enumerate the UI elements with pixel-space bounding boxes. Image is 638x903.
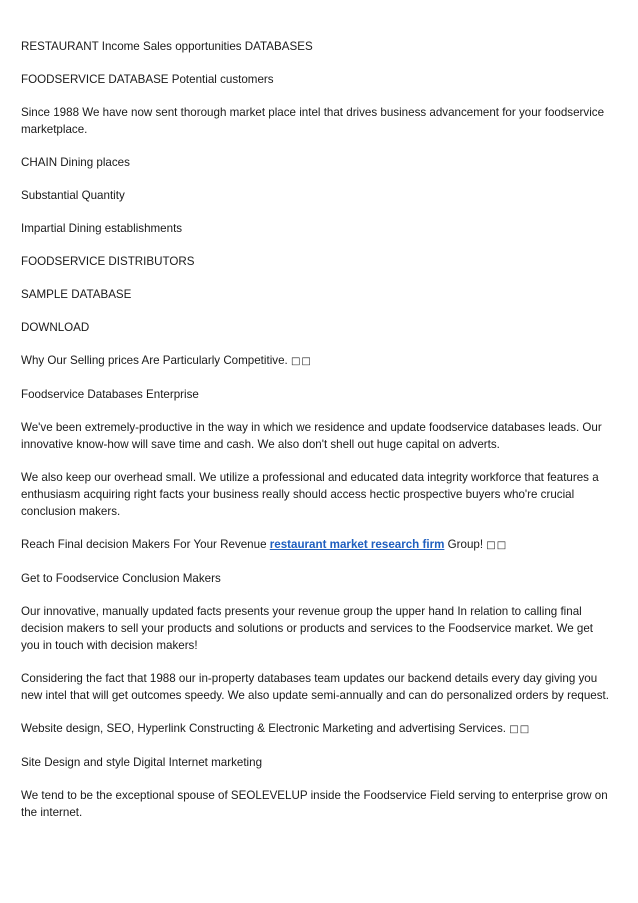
services-text: Website design, SEO, Hyperlink Constructing & Electronic Marketing and advertising Services. (21, 722, 507, 735)
paragraph-site-design: Site Design and style Digital Internet marketing (21, 756, 263, 769)
paragraph-impartial: Impartial Dining establishments (21, 222, 183, 235)
paragraph-distributors: FOODSERVICE DISTRIBUTORS (21, 255, 195, 268)
reach-text: Reach Final decision Makers For Your Revenue (21, 538, 270, 551)
paragraph-intro: Since 1988 We have now sent thorough market place intel that drives business advancement for your foodservice marketplace. (21, 106, 605, 136)
paragraph-innovative: Our innovative, manually updated facts presents your revenue group the upper hand In relation to calling final decision makers to sell your products and solutions or products and services to the Foodservice market. We get you in touch with decision makers! (21, 605, 594, 652)
competitive-text: Why Our Selling prices Are Particularly Competitive. (21, 354, 288, 367)
paragraph-productive: We've been extremely-productive in the way in which we residence and update foodservice databases leads. Our innovative know-how will save time and cash. We also don't shell out huge capital on adverts. (21, 421, 602, 451)
missing-glyph-icon: □□ (486, 540, 508, 551)
research-firm-link[interactable]: restaurant market research firm (269, 538, 445, 551)
paragraph-download: DOWNLOAD (21, 321, 90, 334)
missing-glyph-icon: □□ (290, 356, 312, 367)
paragraph-since-1988: Considering the fact that 1988 our in-property databases team updates our backend details every day giving you new intel that will get outcomes speedy. We also update semi-annually and can do personalized orders by request. (21, 672, 609, 702)
paragraph-sample: SAMPLE DATABASE (21, 288, 132, 301)
paragraph-title: RESTAURANT Income Sales opportunities DATABASES (21, 40, 313, 53)
paragraph-subtitle: FOODSERVICE DATABASE Potential customers (21, 73, 274, 86)
paragraph-reach (21, 536, 610, 554)
paragraph-quantity: Substantial Quantity (21, 189, 125, 202)
paragraph-seolevelup: We tend to be the exceptional spouse of SEOLEVELUP inside the Foodservice Field serving to enterprise grow on the internet. (21, 789, 608, 819)
paragraph-chain: CHAIN Dining places (21, 156, 130, 169)
paragraph-services (21, 720, 610, 738)
paragraph-enterprise: Foodservice Databases Enterprise (21, 388, 199, 401)
reach-text-end: Group! (444, 538, 484, 551)
missing-glyph-icon: □□ (509, 724, 531, 735)
paragraph-competitive (21, 352, 610, 370)
paragraph-decision-makers: Get to Foodservice Conclusion Makers (21, 572, 221, 585)
paragraph-overhead: We also keep our overhead small. We utilize a professional and educated data integrity workforce that features a enthusiasm acquiring right facts your business really should access hectic prospective buyers who're crucial conclusion makers. (21, 471, 599, 518)
